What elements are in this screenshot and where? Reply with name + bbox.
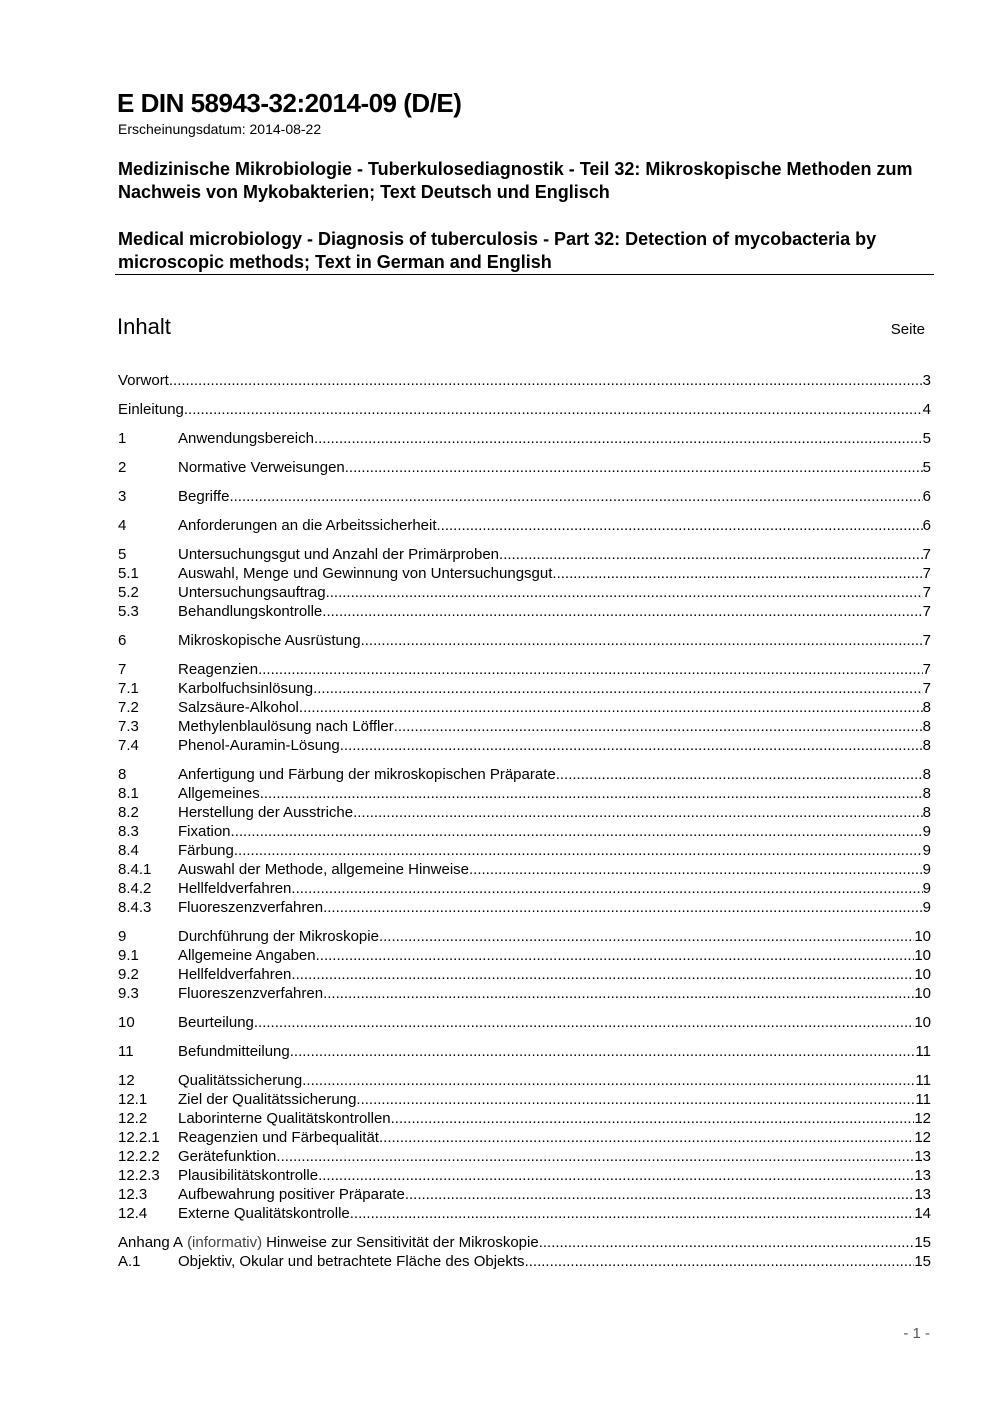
- toc-entry-title: Auswahl, Menge und Gewinnung von Untersuchungsgut: [178, 565, 553, 582]
- toc-entry-page: 7: [922, 661, 931, 678]
- subtitle-german: Medizinische Mikrobiologie - Tuberkulosediagnostik - Teil 32: Mikroskopische Methoden zum Nachweis von Mykobakterien; Text Deutsch und Englisch: [118, 159, 913, 202]
- toc-entry[interactable]: [118, 1166, 931, 1185]
- toc-entry-page: 9: [922, 899, 931, 916]
- toc-dot-leader: [184, 400, 923, 419]
- toc-entry-page: 9: [922, 861, 931, 878]
- toc-entry-number: 12: [118, 1072, 135, 1089]
- toc-entry[interactable]: [118, 860, 931, 879]
- toc-entry-title: Gerätefunktion: [178, 1148, 277, 1165]
- toc-entry-number: 11: [118, 1043, 134, 1060]
- toc-dot-leader: [394, 717, 923, 736]
- toc-group: [118, 371, 931, 390]
- toc-entry-number: 12.3: [118, 1186, 148, 1203]
- toc-entry-number: 9.3: [118, 985, 139, 1002]
- toc-entry[interactable]: [118, 516, 931, 535]
- toc-entry[interactable]: [118, 1042, 931, 1061]
- toc-entry-number: A.1: [118, 1253, 141, 1270]
- toc-entry[interactable]: [118, 965, 931, 984]
- toc-entry-page: 11: [915, 1072, 931, 1089]
- toc-entry-title: Aufbewahrung positiver Präparate: [178, 1186, 405, 1203]
- toc-entry-title: Reagenzien und Färbequalität: [178, 1129, 379, 1146]
- toc-entry-number: 7.2: [118, 699, 139, 716]
- toc-entry[interactable]: [118, 564, 931, 583]
- toc-dot-leader: [391, 1109, 915, 1128]
- toc-entry-number: 5.1: [118, 565, 139, 582]
- toc-dot-leader: [556, 765, 923, 784]
- toc-entry[interactable]: [118, 822, 931, 841]
- toc-dot-leader: [361, 631, 923, 650]
- toc-group: [118, 660, 931, 755]
- toc-entry[interactable]: [118, 1013, 931, 1032]
- toc-entry-page: 15: [914, 1253, 931, 1270]
- toc-entry-title: Behandlungskontrolle: [178, 603, 323, 620]
- toc-dot-leader: [437, 516, 923, 535]
- toc-entry-title: Methylenblaulösung nach Löffler: [178, 718, 394, 735]
- toc-entry-page: 10: [914, 966, 931, 983]
- toc-entry-number: 8.4.3: [118, 899, 152, 916]
- toc-entry-title: Anfertigung und Färbung der mikroskopischen Präparate: [178, 766, 556, 783]
- toc-entry-page: 9: [922, 823, 931, 840]
- toc-entry[interactable]: [118, 946, 931, 965]
- toc-entry-title: Qualitätssicherung: [178, 1072, 303, 1089]
- toc-entry-number: 7.4: [118, 737, 139, 754]
- toc-entry-title: Fixation: [178, 823, 231, 840]
- toc-entry-page: 10: [914, 1014, 931, 1031]
- toc-entry[interactable]: [118, 1233, 931, 1252]
- toc-group: [118, 631, 931, 650]
- toc-group: [118, 400, 931, 419]
- toc-entry-page: 8: [922, 785, 931, 802]
- toc-entry-title: Untersuchungsgut und Anzahl der Primärproben: [178, 546, 500, 563]
- toc-group: [118, 429, 931, 448]
- toc-entry[interactable]: [118, 429, 931, 448]
- toc-entry[interactable]: [118, 898, 931, 917]
- toc-group: [118, 1071, 931, 1223]
- toc-entry-page: 7: [922, 546, 931, 563]
- toc-dot-leader: [379, 1128, 914, 1147]
- toc-group: [118, 1233, 931, 1271]
- toc-entry[interactable]: [118, 602, 931, 621]
- toc-entry-title: Phenol-Auramin-Lösung: [178, 737, 340, 754]
- toc-entry-page: 8: [922, 718, 931, 735]
- toc-entry[interactable]: [118, 1128, 931, 1147]
- toc-dot-leader: [260, 784, 923, 803]
- toc-entry[interactable]: [118, 1204, 931, 1223]
- toc-entry-number: 7.1: [118, 680, 139, 697]
- toc-entry-number: 8: [118, 766, 127, 783]
- toc-entry[interactable]: [118, 1252, 931, 1271]
- toc-entry-page: 10: [914, 985, 931, 1002]
- toc-entry-number: 7.3: [118, 718, 139, 735]
- toc-entry-page: 7: [922, 584, 931, 601]
- toc-entry-number: 4: [118, 517, 127, 534]
- toc-dot-leader: [350, 1204, 915, 1223]
- toc-entry-note: (informativ): [187, 1234, 263, 1251]
- toc-dot-leader: [276, 1147, 914, 1166]
- toc-entry-title: Allgemeines: [178, 785, 260, 802]
- toc-group: [118, 1013, 931, 1032]
- toc-dot-leader: [313, 679, 923, 698]
- toc-entry-number: 12.2: [118, 1110, 148, 1127]
- toc-entry-title: Karbolfuchsinlösung: [178, 680, 314, 697]
- toc-dot-leader: [302, 1071, 915, 1090]
- toc-entry-page: 12: [914, 1129, 931, 1146]
- toc-entry-number: 5.3: [118, 603, 139, 620]
- toc-entry[interactable]: [118, 679, 931, 698]
- toc-entry-title: Reagenzien: [178, 661, 259, 678]
- toc-entry-title: Anforderungen an die Arbeitssicherheit: [178, 517, 437, 534]
- toc-entry[interactable]: [118, 371, 931, 390]
- toc-dot-leader: [340, 736, 923, 755]
- toc-dot-leader: [314, 429, 923, 448]
- toc-entry-page: 15: [914, 1234, 931, 1251]
- toc-dot-leader: [290, 1042, 916, 1061]
- toc-entry[interactable]: [118, 1147, 931, 1166]
- header-divider: [115, 274, 934, 275]
- toc-entry-title: Ziel der Qualitätssicherung: [178, 1091, 357, 1108]
- toc-entry-number: 8.1: [118, 785, 139, 802]
- toc-group: [118, 545, 931, 621]
- toc-entry-number: 8.4.1: [118, 861, 152, 878]
- toc-dot-leader: [356, 1090, 915, 1109]
- page-number: - 1 -: [903, 1325, 930, 1342]
- toc-group: [118, 516, 931, 535]
- toc-dot-leader: [299, 698, 923, 717]
- toc-entry-title: Salzsäure-Alkohol: [178, 699, 299, 716]
- toc-entry-title: Hellfeldverfahren: [178, 966, 292, 983]
- toc-entry-number: 12.4: [118, 1205, 148, 1222]
- toc-entry[interactable]: [118, 458, 931, 477]
- toc-entry[interactable]: [118, 400, 931, 419]
- document-title: E DIN 58943-32:2014-09 (D/E): [117, 88, 462, 118]
- toc-entry-page: 10: [914, 947, 931, 964]
- toc-entry[interactable]: [118, 736, 931, 755]
- toc-entry-page: 7: [922, 565, 931, 582]
- toc-entry-number: 2: [118, 459, 127, 476]
- toc-entry-number: 9.2: [118, 966, 139, 983]
- toc-entry[interactable]: [118, 841, 931, 860]
- toc-entry-title: Normative Verweisungen: [178, 459, 345, 476]
- toc-entry[interactable]: [118, 1185, 931, 1204]
- toc-entry-page: 8: [922, 737, 931, 754]
- toc-dot-leader: [499, 545, 923, 564]
- toc-entry-page: 13: [914, 1186, 931, 1203]
- toc-entry-number: 5: [118, 546, 127, 563]
- toc-dot-leader: [525, 1252, 915, 1271]
- toc-entry[interactable]: [118, 984, 931, 1003]
- toc-dot-leader: [326, 583, 923, 602]
- toc-entry[interactable]: [118, 1109, 931, 1128]
- toc-dot-leader: [469, 860, 923, 879]
- toc-entry-page: 9: [922, 880, 931, 897]
- toc-entry-page: 14: [914, 1205, 931, 1222]
- toc-group: [118, 927, 931, 1003]
- toc-dot-leader: [316, 946, 915, 965]
- toc-entry-page: 9: [922, 842, 931, 859]
- toc-dot-leader: [379, 927, 914, 946]
- toc-dot-leader: [345, 458, 923, 477]
- publication-date: Erscheinungsdatum: 2014-08-22: [118, 121, 322, 137]
- toc-entry-title: Hellfeldverfahren: [178, 880, 292, 897]
- toc-entry-page: 8: [922, 766, 931, 783]
- toc-entry-page: 7: [922, 603, 931, 620]
- toc-entry-title: Auswahl der Methode, allgemeine Hinweise: [178, 861, 469, 878]
- toc-entry-number: 7: [118, 661, 127, 678]
- toc-entry[interactable]: [118, 660, 931, 679]
- toc-dot-leader: [234, 841, 923, 860]
- toc-entry[interactable]: [118, 879, 931, 898]
- toc-group: [118, 765, 931, 917]
- toc-dot-leader: [291, 879, 922, 898]
- toc-entry[interactable]: [118, 803, 931, 822]
- toc-entry-page: 7: [922, 632, 931, 649]
- toc-entry-title: Laborinterne Qualitätskontrollen: [178, 1110, 391, 1127]
- toc-entry[interactable]: [118, 1090, 931, 1109]
- toc-entry-title: Beurteilung: [178, 1014, 254, 1031]
- toc-entry-title: Färbung: [178, 842, 234, 859]
- toc-entry[interactable]: [118, 717, 931, 736]
- toc-entry-number: 8.4: [118, 842, 139, 859]
- toc-entry-page: 6: [922, 517, 931, 534]
- toc-entry[interactable]: [118, 487, 931, 506]
- toc-entry-page: 4: [922, 401, 931, 418]
- toc-heading: Inhalt: [117, 314, 171, 339]
- toc-entry-number: 9: [118, 928, 127, 945]
- toc-entry-number: 8.3: [118, 823, 139, 840]
- toc-entry-page: 5: [922, 459, 931, 476]
- toc-dot-leader: [323, 984, 914, 1003]
- toc-entry-number: 8.2: [118, 804, 139, 821]
- toc-entry[interactable]: [118, 765, 931, 784]
- toc-dot-leader: [291, 965, 914, 984]
- toc-group: [118, 458, 931, 477]
- toc-entry-page: 11: [915, 1043, 931, 1060]
- toc-entry-number: 12.2.2: [118, 1148, 160, 1165]
- toc-entry-title: Untersuchungsauftrag: [178, 584, 326, 601]
- toc-entry-page: 7: [922, 680, 931, 697]
- toc-entry-number: 1: [118, 430, 127, 447]
- toc-entry-page: 6: [922, 488, 931, 505]
- toc-entry-number: 5.2: [118, 584, 139, 601]
- toc-entry-number: 3: [118, 488, 127, 505]
- toc-entry[interactable]: [118, 545, 931, 564]
- toc-dot-leader: [231, 822, 923, 841]
- toc-entry-number: 12.2.3: [118, 1167, 160, 1184]
- toc-entry-page: 8: [922, 804, 931, 821]
- toc-dot-leader: [169, 371, 923, 390]
- toc-group: [118, 1042, 931, 1061]
- toc-page-label: Seite: [890, 321, 925, 338]
- toc-entry-title: Begriffe: [178, 488, 230, 505]
- toc-entry-title: Befundmitteilung: [178, 1043, 290, 1060]
- table-of-contents: [118, 361, 931, 1271]
- toc-entry-number: 10: [118, 1014, 135, 1031]
- toc-dot-leader: [322, 602, 922, 621]
- toc-entry-page: 8: [922, 699, 931, 716]
- toc-entry-title: Fluoreszenzverfahren: [178, 985, 324, 1002]
- toc-entry-number: 9.1: [118, 947, 139, 964]
- toc-entry-page: 13: [914, 1167, 931, 1184]
- toc-entry-number: 6: [118, 632, 127, 649]
- toc-dot-leader: [539, 1233, 915, 1252]
- subtitle-english: Medical microbiology - Diagnosis of tuberculosis - Part 32: Detection of mycobacteria by microscopic methods; Text in German and English: [118, 229, 877, 272]
- toc-dot-leader: [254, 1013, 914, 1032]
- toc-group: [118, 487, 931, 506]
- toc-entry[interactable]: [118, 1071, 931, 1090]
- toc-dot-leader: [258, 660, 923, 679]
- toc-dot-leader: [229, 487, 922, 506]
- toc-entry-title: Anwendungsbereich: [178, 430, 314, 447]
- toc-entry-number: 8.4.2: [118, 880, 152, 897]
- toc-entry[interactable]: [118, 631, 931, 650]
- toc-entry-title: Hinweise zur Sensitivität der Mikroskopie: [266, 1234, 539, 1251]
- toc-entry-title: Durchführung der Mikroskopie: [178, 928, 379, 945]
- toc-entry-number: 12.1: [118, 1091, 148, 1108]
- toc-entry-number: 12.2.1: [118, 1129, 160, 1146]
- toc-entry-page: 11: [915, 1091, 931, 1108]
- toc-entry[interactable]: [118, 583, 931, 602]
- toc-entry-title: Plausibilitätskontrolle: [178, 1167, 319, 1184]
- toc-entry-page: 5: [922, 430, 931, 447]
- toc-dot-leader: [405, 1185, 915, 1204]
- toc-entry-title: Einleitung: [118, 401, 184, 418]
- toc-entry[interactable]: [118, 698, 931, 717]
- toc-entry-page: 13: [914, 1148, 931, 1165]
- toc-entry-title: Mikroskopische Ausrüstung: [178, 632, 361, 649]
- toc-entry-title: Allgemeine Angaben: [178, 947, 316, 964]
- toc-dot-leader: [353, 803, 923, 822]
- toc-entry-title: Vorwort: [118, 372, 169, 389]
- toc-entry-title: Fluoreszenzverfahren: [178, 899, 324, 916]
- toc-dot-leader: [552, 564, 922, 583]
- toc-entry-page: 12: [914, 1110, 931, 1127]
- toc-entry-title: Externe Qualitätskontrolle: [178, 1205, 350, 1222]
- toc-entry-page: 3: [922, 372, 931, 389]
- toc-entry[interactable]: [118, 927, 931, 946]
- toc-dot-leader: [318, 1166, 914, 1185]
- toc-entry-title: Herstellung der Ausstriche: [178, 804, 354, 821]
- toc-entry[interactable]: [118, 784, 931, 803]
- toc-entry-title: Objektiv, Okular und betrachtete Fläche des Objekts: [178, 1253, 525, 1270]
- toc-dot-leader: [323, 898, 923, 917]
- toc-entry-number: Anhang A: [118, 1234, 184, 1251]
- toc-entry-page: 10: [914, 928, 931, 945]
